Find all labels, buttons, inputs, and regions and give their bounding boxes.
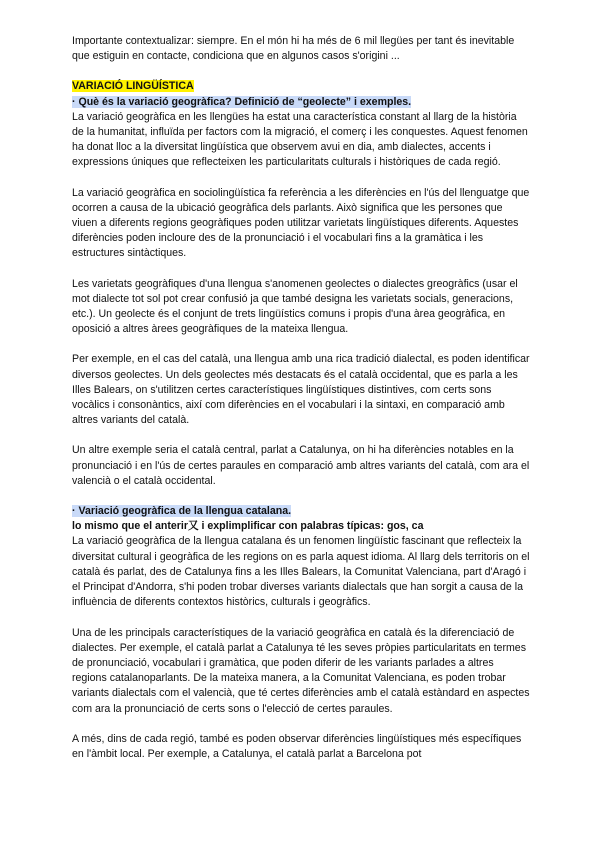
paragraph-1: La variació geogràfica en les llengües ha estat una característica constant al llarg de la història de la humanitat, influïda per factors com la migració, el comerç i les conquestes. Aquest fenomen ha donat lloc a la diversitat lingüística que observem avui en dia, amb dialectes, accents i expressions úniques que reflecteixen les particularitats culturals i històriques de cada regió. bbox=[72, 110, 528, 169]
paragraph-4: Per exemple, en el cas del català, una llengua amb una rica tradició dialectal, es poden identificar diversos geolectes. Un dels geolectes més destacats és el català occidental, que es parla a les Illes Balears, on s'utilitzen certes característiques lingüístiques distintives, com certs sons vocàlics i consonàntics, així com diferències en el vocabulari i la sintaxi, en comparació amb altres variants del català. bbox=[72, 353, 530, 427]
section-title-text: VARIACIÓ LINGÜÍSTICA bbox=[72, 80, 194, 93]
question-1-heading-text: · Què és la variació geogràfica? Definició de “geolecte” i exemples. bbox=[72, 95, 412, 108]
section-title bbox=[72, 79, 530, 94]
paragraph-6: La variació geogràfica de la llengua catalana és un fenomen lingüístic fascinant que reflecteix la diversitat cultural i geogràfica de les regions on es parla aquest idioma. Al llarg dels territoris on el català és parlat, des de Catalunya fins a les Illes Balears, la Comunitat Valenciana, part d'Aragó i el Principat d'Andorra, s'hi poden trobar diverses variants dialectals que han sorgit a causa de la influència de diferents contextos històrics, culturals i geogràfics. bbox=[72, 535, 530, 609]
paragraph-8: A més, dins de cada regió, també es poden observar diferències lingüístiques més específiques en l'àmbit local. Per exemple, a Catalunya, el català parlat a Barcelona pot bbox=[72, 732, 522, 760]
question-1-heading bbox=[72, 95, 530, 110]
paragraph-3: Les varietats geogràfiques d'una llengua s'anomenen geolectes o dialectes greogràfics (usar el mot dialecte tot sol pot crear confusió ja que també designa les varietats socials, generacions, etc.). Un geolecte és el conjunt de trets lingüístics comuns i propis d'una àrea geogràfica, en oposició a altres àrees geogràfiques de la mateixa llengua. bbox=[72, 277, 518, 336]
question-2-note: lo mismo que el anterir又 i explimplificar con palabras típicas: gos, ca bbox=[72, 520, 424, 533]
question-2-heading bbox=[72, 504, 530, 519]
intro-paragraph: Importante contextualizar: siempre. En el món hi ha més de 6 mil llegües per tant és inevitable que estiguin en contacte, condiciona que en algunos casos s'origini ... bbox=[72, 35, 515, 63]
paragraph-2: La variació geogràfica en sociolingüística fa referència a les diferències en l'ús del llenguatge que ocorren a causa de la ubicació geogràfica dels parlants. Això significa que les persones que viuen a diferents regions geogràfiques poden utilitzar varietats lingüístiques diferents. Aquestes diferències poden incloure des de la pronunciació i el vocabulari fins a la gramàtica i les estructures sintàctiques. bbox=[72, 186, 530, 260]
paragraph-5: Un altre exemple seria el català central, parlat a Catalunya, on hi ha diferències notables en la pronunciació i en l'ús de certes paraules en comparació amb altres variants del català, com ara el valencià o el català occidental. bbox=[72, 444, 530, 487]
paragraph-7: Una de les principals característiques de la variació geogràfica en català és la diferenciació de dialectes. Per exemple, el català parlat a Catalunya té les seves pròpies particularitats en termes de pronunciació, vocabulari i gramàtica, que poden diferir de les variants parlades a altres regions catalanoparlants. De la mateixa manera, a la Comunitat Valenciana, es poden trobar variants dialectals com el valencià, que té certes diferències amb el català estàndard en aspectes com ara la pronunciació de certs sons o l'elecció de certes paraules. bbox=[72, 626, 530, 715]
question-2-heading-text: · Variació geogràfica de la llengua catalana. bbox=[72, 505, 292, 518]
